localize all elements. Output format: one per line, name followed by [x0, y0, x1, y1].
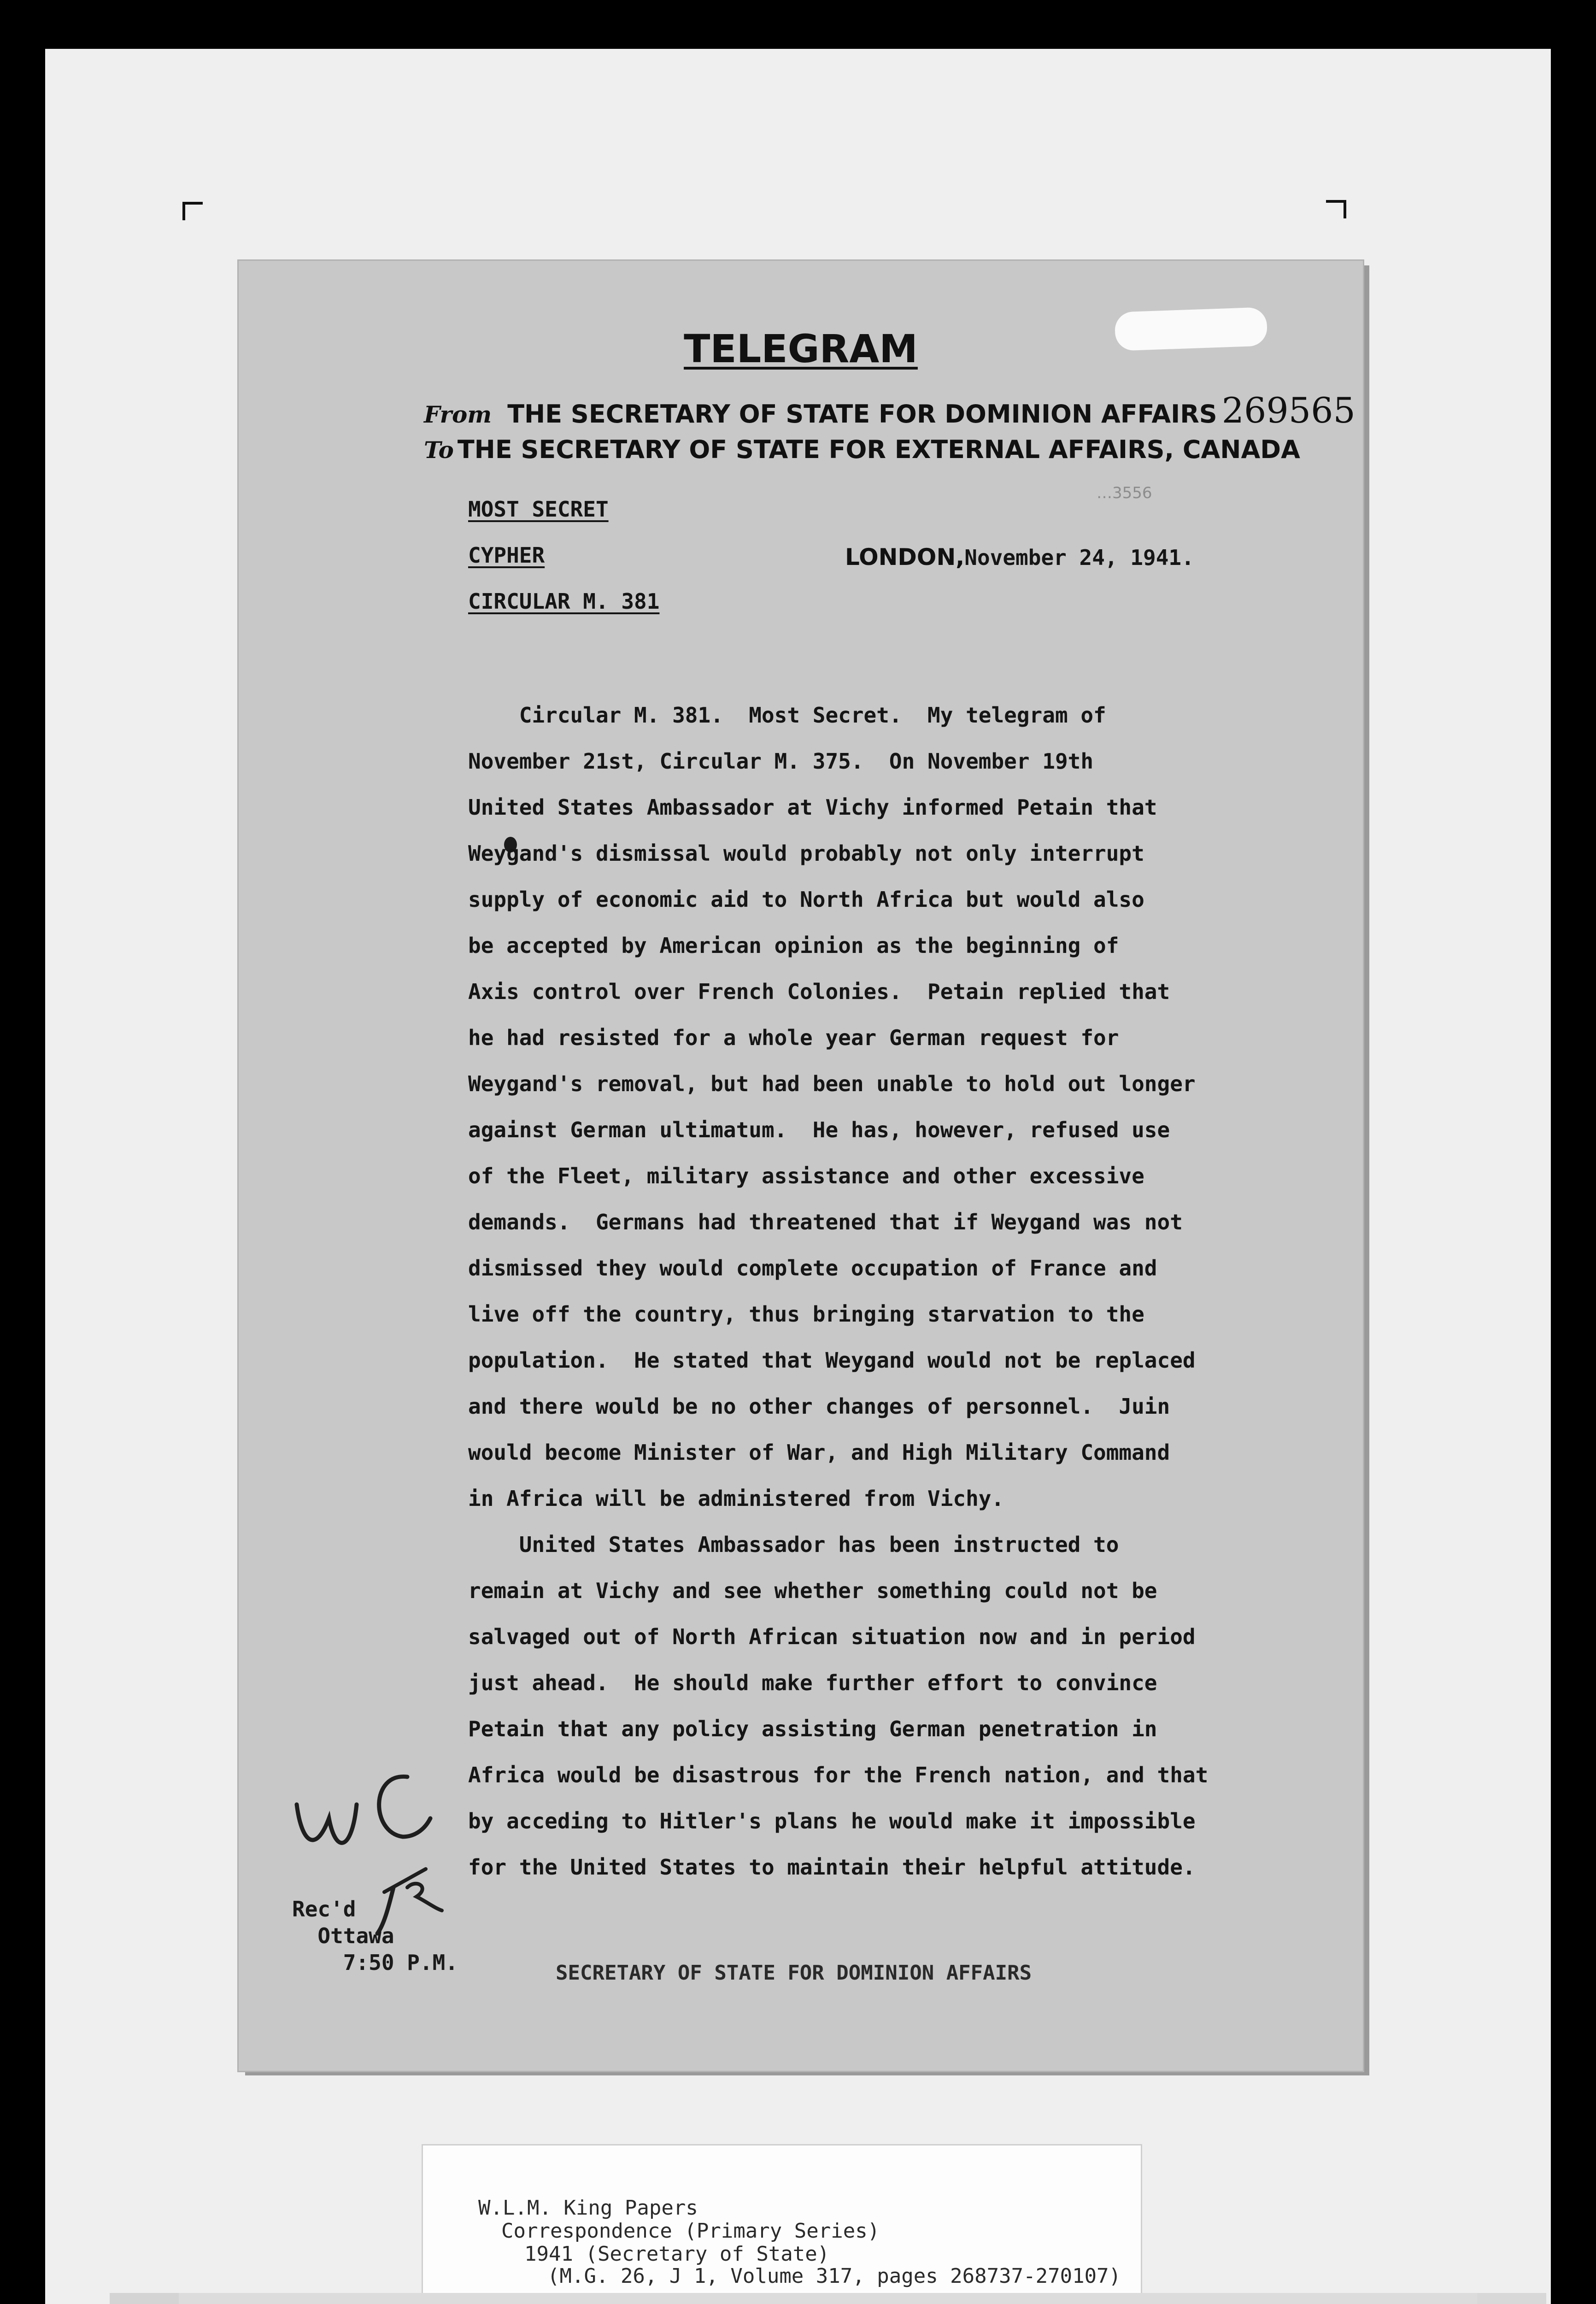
pencil-note: …3556 [1097, 484, 1152, 502]
circular-number: CIRCULAR M. 381 [468, 589, 660, 614]
file-label [423, 2145, 1141, 2304]
body-line: November 21st, Circular M. 375. On November 19th [468, 749, 1094, 774]
telegram-title-text: TELEGRAM [684, 326, 918, 371]
body-line: demands. Germans had threatened that if Weygand was not [468, 1210, 1183, 1234]
body-line: remain at Vichy and see whether something could not be [468, 1578, 1157, 1603]
file-label-line: Correspondence (Primary Series) [501, 2219, 880, 2243]
from-line [424, 390, 1355, 431]
telegram-body [468, 692, 1344, 1890]
body-line: Axis control over French Colonies. Petain replied that [468, 979, 1170, 1004]
to-text: THE SECRETARY OF STATE FOR EXTERNAL AFFAIRS, CANADA [457, 435, 1300, 464]
telegram-sheet [239, 261, 1363, 2071]
body-line: against German ultimatum. He has, however, refused use [468, 1117, 1170, 1142]
body-line: in Africa will be administered from Vichy. [468, 1486, 1004, 1511]
crop-mark-top-left [182, 202, 203, 220]
body-line: Weygand's dismissal would probably not only interrupt [468, 841, 1144, 866]
to-prefix: To [424, 436, 454, 464]
archive-plate [179, 2293, 1477, 2304]
crop-mark-top-right [1326, 200, 1346, 218]
body-line: of the Fleet, military assistance and other excessive [468, 1164, 1144, 1188]
body-line: he had resisted for a whole year German request for [468, 1025, 1119, 1050]
to-line [424, 435, 1300, 464]
place: LONDON, [845, 544, 965, 570]
body-line: Petain that any policy assisting German penetration in [468, 1716, 1157, 1741]
file-label-line: W.L.M. King Papers [478, 2196, 698, 2220]
body-line: and there would be no other changes of personnel. Juin [468, 1394, 1170, 1419]
body-line: population. He stated that Weygand would not be replaced [468, 1348, 1196, 1373]
transmission-method: CYPHER [468, 543, 545, 568]
body-line: be accepted by American opinion as the beginning of [468, 933, 1119, 958]
body-line: supply of economic aid to North Africa but would also [468, 887, 1144, 912]
date: November 24, 1941. [964, 545, 1194, 570]
place-date [845, 544, 1194, 570]
body-line: Weygand's removal, but had been unable to hold out longer [468, 1071, 1196, 1096]
body-line: United States Ambassador has been instructed to [468, 1532, 1119, 1557]
classification: MOST SECRET [468, 497, 609, 522]
reference-number: 269565 [1221, 390, 1355, 431]
body-line: salvaged out of North African situation now and in period [468, 1624, 1196, 1649]
from-prefix: From [424, 401, 492, 428]
body-line: Circular M. 381. Most Secret. My telegram of [468, 703, 1106, 728]
telegram-title [239, 326, 1363, 371]
body-line: Africa would be disastrous for the French nation, and that [468, 1763, 1209, 1787]
body-line: dismissed they would complete occupation of France and [468, 1256, 1157, 1281]
body-line: United States Ambassador at Vichy informed Petain that [468, 795, 1157, 820]
body-line: by acceding to Hitler's plans he would make it impossible [468, 1809, 1196, 1834]
from-text: THE SECRETARY OF STATE FOR DOMINION AFFAIRS [507, 400, 1217, 429]
body-line: would become Minister of War, and High Military Command [468, 1440, 1170, 1465]
body-line: for the United States to maintain their helpful attitude. [468, 1855, 1196, 1880]
body-line: live off the country, thus bringing starvation to the [468, 1302, 1144, 1327]
file-label-line: 1941 (Secretary of State) [524, 2242, 830, 2266]
body-line: just ahead. He should make further effort to convince [468, 1670, 1157, 1695]
signature: SECRETARY OF STATE FOR DOMINION AFFAIRS [556, 1961, 1032, 1985]
file-label-line: (M.G. 26, J 1, Volume 317, pages 268737-270107) [547, 2264, 1121, 2288]
received-note: Rec'd Ottawa 7:50 P.M. [292, 1897, 458, 1975]
